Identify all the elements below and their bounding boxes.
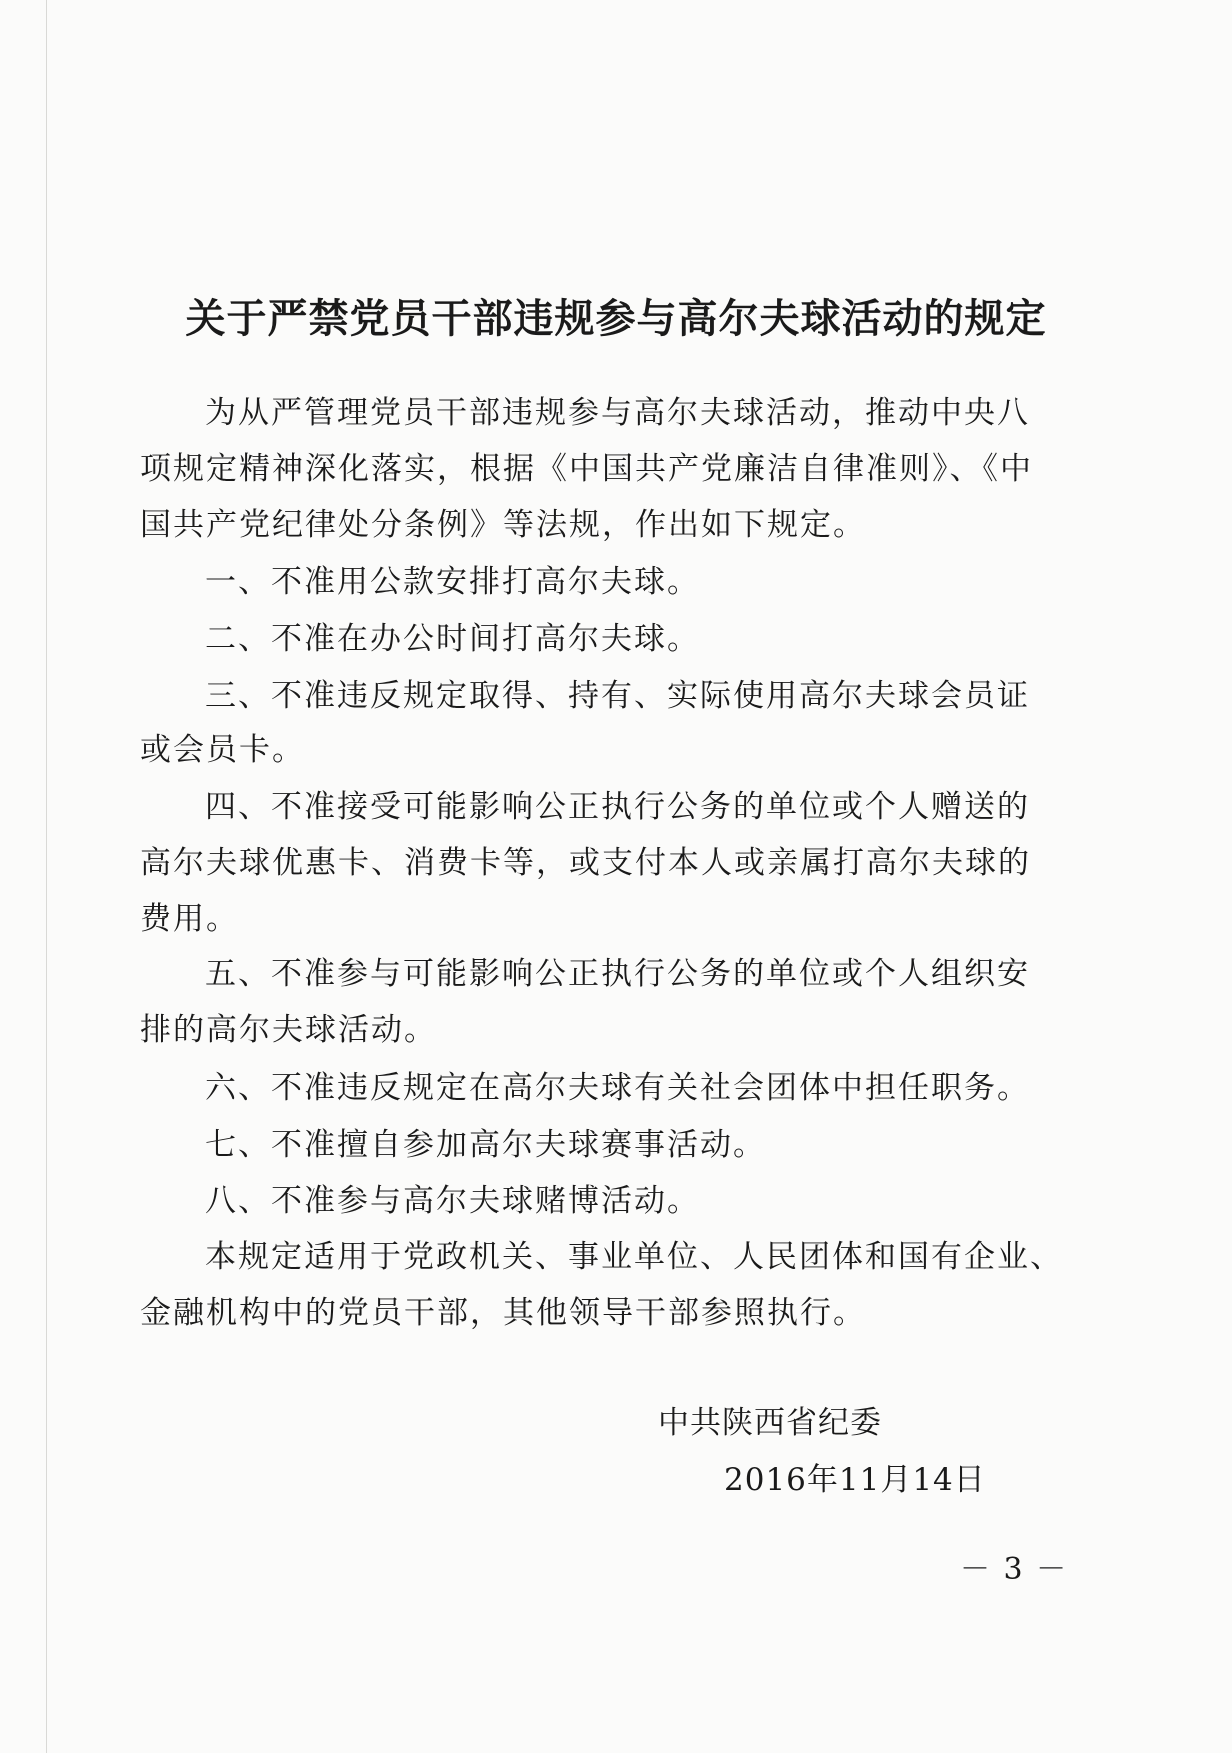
rule-item-1: 一、不准用公款安排打高尔夫球。 [205,564,700,600]
paragraph-line: 为从严管理党员干部违规参与高尔夫球活动，推动中央八 [205,395,1030,431]
rule-item-6: 六、不准违反规定在高尔夫球有关社会团体中担任职务。 [205,1070,1030,1106]
rule-item-5: 五、不准参与可能影响公正执行公务的单位或个人组织安 [205,956,1030,992]
page-number: － 3 － [960,1552,1069,1587]
rule-item-5-cont: 排的高尔夫球活动。 [140,1012,437,1048]
rule-item-7: 七、不准擅自参加高尔夫球赛事活动。 [205,1127,766,1163]
rule-item-8: 八、不准参与高尔夫球赌博活动。 [205,1183,700,1219]
scope-paragraph: 本规定适用于党政机关、事业单位、人民团体和国有企业、 [205,1239,1063,1275]
issuing-organization: 中共陕西省纪委 [658,1405,882,1441]
rule-item-3: 三、不准违反规定取得、持有、实际使用高尔夫球会员证 [205,678,1030,714]
rule-item-4-cont: 费用。 [140,901,239,937]
paragraph-line: 国共产党纪律处分条例》等法规，作出如下规定。 [140,507,866,543]
issue-date: 2016年11月14日 [724,1462,986,1498]
document-title: 关于严禁党员干部违规参与高尔夫球活动的规定 [185,295,1047,342]
rule-item-4: 四、不准接受可能影响公正执行公务的单位或个人赠送的 [205,789,1030,825]
binding-line [46,0,47,1753]
scope-paragraph-cont: 金融机构中的党员干部，其他领导干部参照执行。 [140,1295,866,1331]
paragraph-line: 项规定精神深化落实，根据《中国共产党廉洁自律准则》、《中 [140,451,1033,487]
rule-item-3-cont: 或会员卡。 [140,732,305,768]
rule-item-4-cont: 高尔夫球优惠卡、消费卡等，或支付本人或亲属打高尔夫球的 [140,845,1031,881]
rule-item-2: 二、不准在办公时间打高尔夫球。 [205,621,700,657]
